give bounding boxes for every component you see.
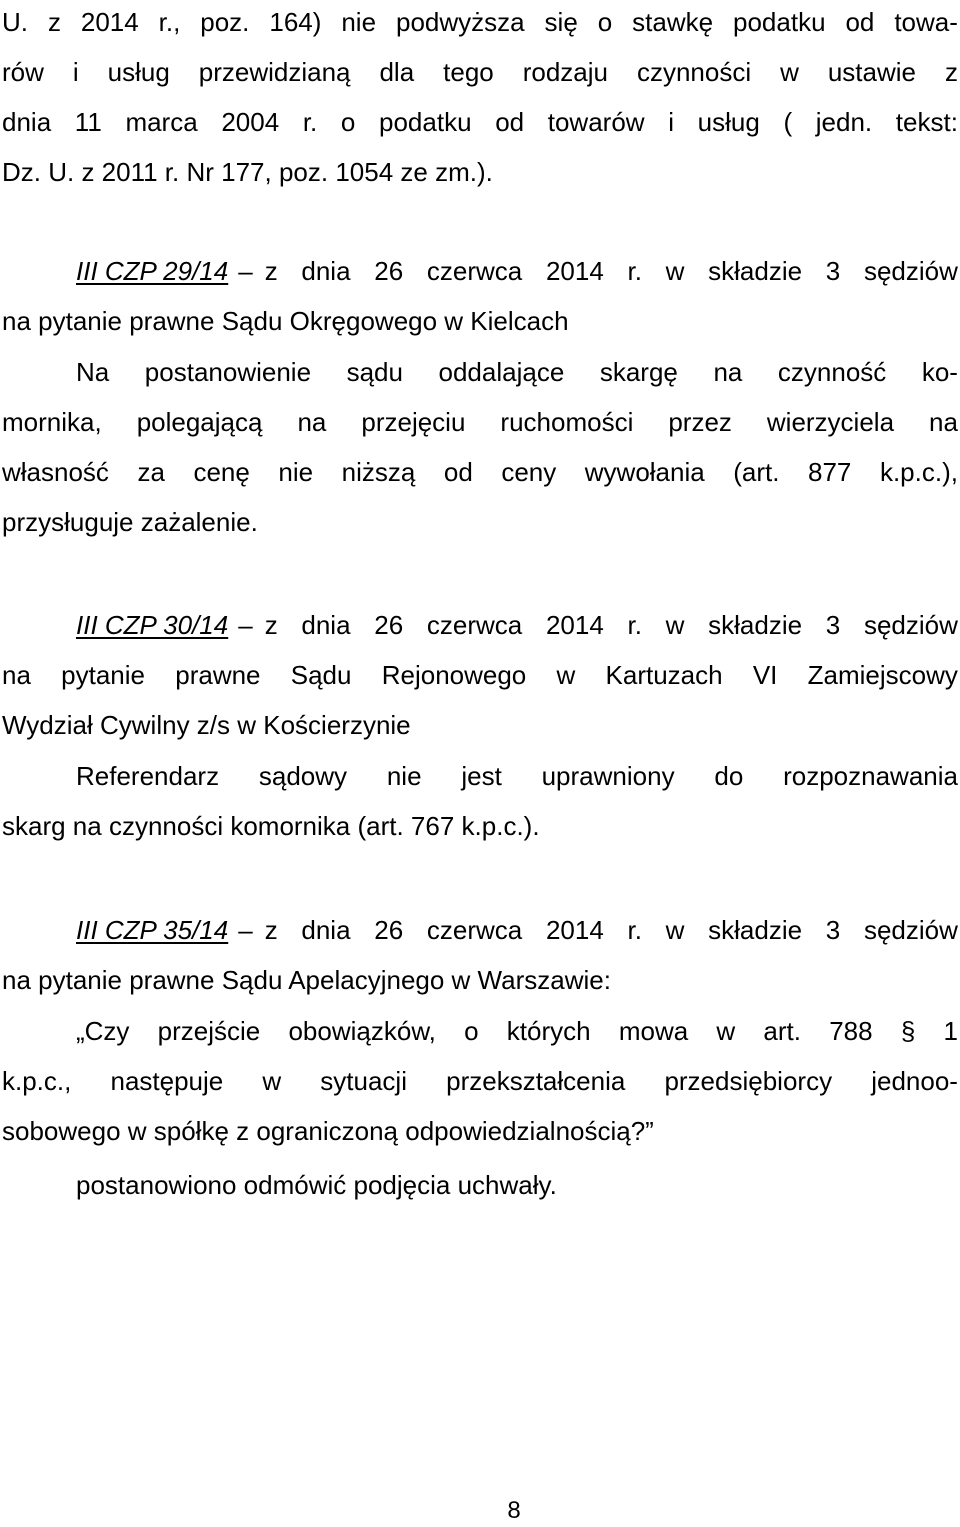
word: w <box>262 1066 282 1096</box>
word: nie <box>341 7 377 37</box>
word: Rejonowego <box>381 660 527 690</box>
word: mornika, <box>2 407 102 437</box>
word: stawkę <box>632 7 714 37</box>
word: nie <box>386 761 422 791</box>
word: sytuacji <box>320 1066 407 1096</box>
word: czynność <box>777 357 887 387</box>
word: w <box>665 610 685 640</box>
word: z <box>944 57 958 87</box>
word: podwyższa <box>395 7 525 37</box>
word: Sądu <box>290 660 352 690</box>
word: oddalające <box>438 357 565 387</box>
header-words <box>265 255 958 287</box>
word: „Czy <box>76 1016 130 1046</box>
word: tego <box>443 57 494 87</box>
word: przejście <box>157 1016 261 1046</box>
word: 788 <box>829 1016 873 1046</box>
word: jednoo- <box>871 1066 958 1096</box>
ruling-line: skarg na czynności komornika (art. 767 k.p.c.). <box>2 811 540 841</box>
word: na <box>929 407 958 437</box>
word: rodzaju <box>522 57 608 87</box>
word: Kartuzach <box>605 660 723 690</box>
word: cenę <box>193 457 250 487</box>
word: ( <box>783 107 793 137</box>
word: postanowienie <box>144 357 312 387</box>
word: przewidzianą <box>198 57 351 87</box>
word: podatku <box>379 107 472 137</box>
word: Referendarz <box>76 761 220 791</box>
word: w <box>716 1016 736 1046</box>
word: czynności <box>636 57 752 87</box>
word: dnia <box>301 915 351 945</box>
dash: – <box>238 915 253 945</box>
word: przejęciu <box>361 407 466 437</box>
word: usług <box>107 57 170 87</box>
word: marca <box>125 107 198 137</box>
word: przekształcenia <box>446 1066 626 1096</box>
word: sądowy <box>258 761 348 791</box>
word: z <box>264 610 278 640</box>
word: dnia <box>301 256 351 286</box>
word: składzie <box>708 915 803 945</box>
word: z <box>264 256 278 286</box>
word: uprawniony <box>541 761 675 791</box>
word: poz. <box>200 7 250 37</box>
word: skargę <box>599 357 678 387</box>
word: następuje <box>110 1066 224 1096</box>
word: art. <box>763 1016 801 1046</box>
word: składzie <box>708 256 803 286</box>
word: do <box>714 761 744 791</box>
resolution-header <box>76 609 958 641</box>
word: dnia <box>301 610 351 640</box>
word: U. <box>2 7 28 37</box>
word: 3 <box>825 610 841 640</box>
word: § <box>900 1016 916 1046</box>
word: pytanie <box>61 660 145 690</box>
intro-line <box>2 6 958 38</box>
word: 2014 <box>545 915 604 945</box>
dash: – <box>238 256 253 286</box>
court-line: na pytanie prawne Sądu Apelacyjnego w Warszawie: <box>2 965 611 995</box>
word: wierzyciela <box>766 407 895 437</box>
word: rozpoznawania <box>783 761 958 791</box>
word: za <box>137 457 165 487</box>
word: przez <box>668 407 732 437</box>
word: o <box>340 107 356 137</box>
word: rów <box>2 57 44 87</box>
word: sędziów <box>863 915 958 945</box>
word: przedsiębiorcy <box>664 1066 833 1096</box>
word: wywołania <box>584 457 705 487</box>
word: od <box>495 107 525 137</box>
case-number: III CZP 35/14 <box>76 915 229 945</box>
word: dla <box>379 57 415 87</box>
word: z <box>47 7 61 37</box>
word: tekst: <box>895 107 958 137</box>
word: o <box>597 7 613 37</box>
header-words <box>265 609 958 641</box>
word: 2014 <box>545 256 604 286</box>
case-number: III CZP 30/14 <box>76 610 229 640</box>
ruling-line: przysługuje zażalenie. <box>2 507 258 537</box>
word: sędziów <box>863 610 958 640</box>
word: się <box>544 7 578 37</box>
court-line <box>2 659 958 691</box>
word: na <box>2 660 31 690</box>
word: w <box>665 256 685 286</box>
word: 2014 <box>545 610 604 640</box>
word: czerwca <box>426 256 523 286</box>
word: Na <box>76 357 110 387</box>
intro-line <box>2 56 958 88</box>
word: ceny <box>501 457 557 487</box>
word: ko- <box>921 357 958 387</box>
word: czerwca <box>426 915 523 945</box>
word: niższą <box>341 457 416 487</box>
word: czerwca <box>426 610 523 640</box>
word: z <box>264 915 278 945</box>
word: składzie <box>708 610 803 640</box>
word: r. <box>627 610 642 640</box>
word: prawne <box>175 660 261 690</box>
word: usług <box>697 107 760 137</box>
word: VI <box>752 660 778 690</box>
word: r. <box>627 915 642 945</box>
word: ustawie <box>827 57 916 87</box>
court-line: Wydział Cywilny z/s w Kościerzynie <box>2 710 411 740</box>
word: od <box>443 457 473 487</box>
word: Zamiejscowy <box>807 660 958 690</box>
word: r. <box>302 107 318 137</box>
page-number: 8 <box>507 1497 521 1524</box>
word: r., <box>158 7 181 37</box>
question-line <box>76 1015 958 1047</box>
ruling-line <box>2 406 958 438</box>
word: polegającą <box>136 407 263 437</box>
word: 26 <box>374 610 404 640</box>
decision-line: postanowiono odmówić podjęcia uchwały. <box>76 1170 557 1200</box>
word: i <box>72 57 79 87</box>
question-line <box>2 1065 958 1097</box>
intro-line: Dz. U. z 2011 r. Nr 177, poz. 1054 ze zm.). <box>2 157 493 187</box>
ruling-line <box>76 760 958 792</box>
word: własność <box>2 457 109 487</box>
word: obowiązków, <box>288 1016 436 1046</box>
word: jest <box>461 761 502 791</box>
word: o <box>464 1016 479 1046</box>
word: w <box>665 915 685 945</box>
question-line: sobowego w spółkę z ograniczoną odpowiedzialnością?” <box>2 1116 654 1146</box>
word: 164) <box>269 7 322 37</box>
word: na <box>297 407 327 437</box>
word: jedn. <box>815 107 873 137</box>
word: od <box>845 7 875 37</box>
ruling-line <box>76 356 958 388</box>
word: sądu <box>346 357 403 387</box>
word: sędziów <box>863 256 958 286</box>
word: 26 <box>374 915 404 945</box>
word: k.p.c.), <box>879 457 958 487</box>
intro-line <box>2 106 958 138</box>
resolution-header <box>76 255 958 287</box>
word: w <box>556 660 576 690</box>
word: 26 <box>374 256 404 286</box>
word: nie <box>278 457 314 487</box>
word: ruchomości <box>500 407 634 437</box>
word: towa- <box>894 7 958 37</box>
word: 3 <box>825 915 841 945</box>
ruling-line <box>2 456 958 488</box>
header-words <box>265 914 958 946</box>
word: 2014 <box>80 7 139 37</box>
word: na <box>713 357 743 387</box>
word: 2004 <box>221 107 280 137</box>
word: towarów <box>547 107 645 137</box>
word: r. <box>627 256 642 286</box>
word: i <box>668 107 674 137</box>
case-number: III CZP 29/14 <box>76 256 229 286</box>
word: 1 <box>943 1016 958 1046</box>
court-line: na pytanie prawne Sądu Okręgowego w Kielcach <box>2 306 569 336</box>
word: (art. <box>733 457 780 487</box>
resolution-header <box>76 914 958 946</box>
word: 877 <box>808 457 852 487</box>
word: 3 <box>825 256 841 286</box>
word: dnia <box>2 107 52 137</box>
word: k.p.c., <box>2 1066 72 1096</box>
word: mowa <box>618 1016 689 1046</box>
word: 11 <box>74 107 102 137</box>
dash: – <box>238 610 253 640</box>
word: których <box>506 1016 591 1046</box>
word: w <box>780 57 799 87</box>
word: podatku <box>733 7 826 37</box>
